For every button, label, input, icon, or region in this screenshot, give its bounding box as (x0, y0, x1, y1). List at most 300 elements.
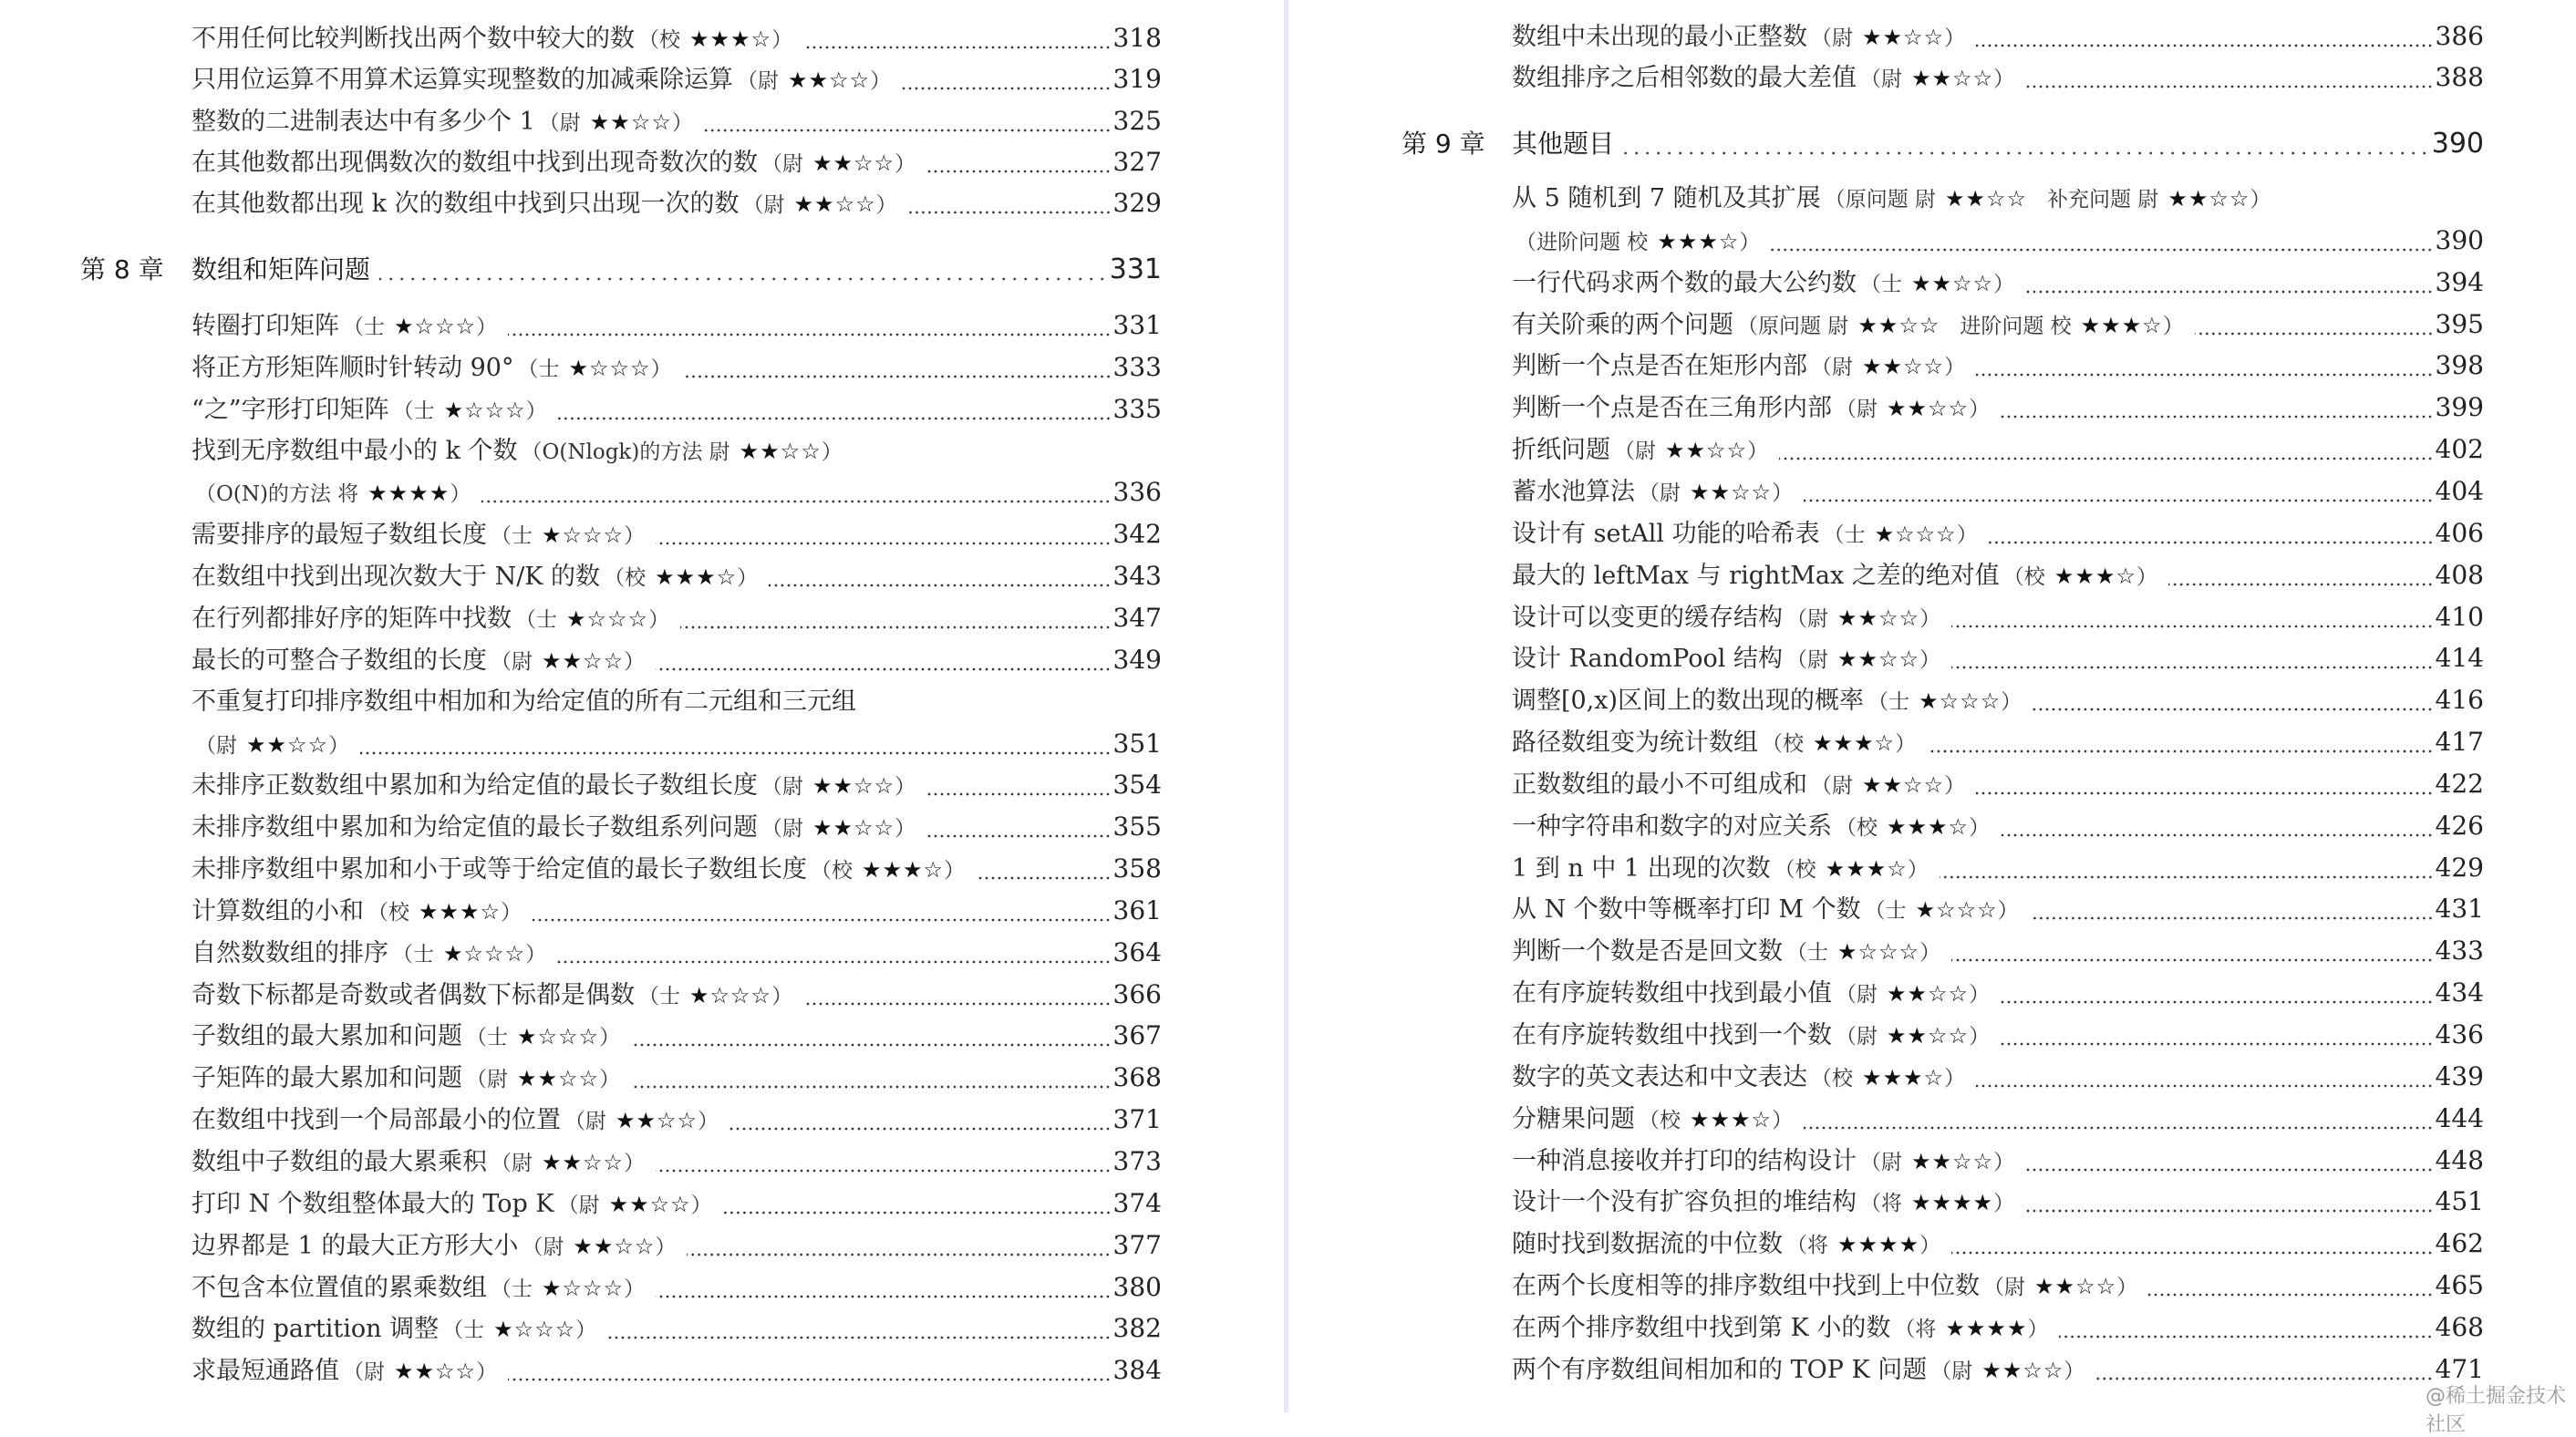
toc-entry[interactable] (191, 893, 1162, 929)
toc-entry[interactable] (1512, 766, 2484, 802)
toc-page-left (0, 0, 1284, 1412)
entry-title: 两个有序数组间相加和的 TOP K 问题 (1512, 1355, 1928, 1384)
page-number: 386 (2435, 21, 2484, 51)
difficulty-rating: （尉 ★★☆☆） (1836, 396, 1991, 422)
difficulty-grade: 校 (1783, 732, 1804, 757)
star-icons: ★☆☆☆ (566, 605, 649, 632)
dot-leader (631, 1043, 1111, 1047)
entry-title: 不用任何比较判断找出两个数中较大的数 (191, 25, 635, 53)
star-icons: ★★★☆ (1862, 1064, 1945, 1091)
difficulty-grade: 尉 (512, 1152, 533, 1175)
toc-entry[interactable] (191, 977, 1162, 1013)
toc-entry[interactable] (1512, 557, 2484, 594)
dot-leader (1779, 457, 2433, 460)
difficulty-rating: （士 ★★☆☆） (1860, 270, 2015, 296)
difficulty-grade: 尉 (1832, 26, 1853, 50)
difficulty-grade: 士 (413, 942, 434, 967)
dot-leader (1976, 1084, 2433, 1088)
dot-leader (508, 333, 1111, 336)
entry-title: 判断一个数是否是回文数 (1512, 937, 1783, 967)
entry-title: 计算数组的小和 (191, 896, 364, 925)
entry-title: 折纸问题 (1512, 436, 1610, 465)
toc-entry[interactable] (1512, 599, 2484, 636)
difficulty-rating: （进阶问题 校 ★★★☆） (1516, 228, 1761, 254)
dot-leader (2001, 1000, 2433, 1004)
difficulty-grade: 士 (1885, 899, 1907, 924)
star-icons: ★★☆☆ (608, 1191, 691, 1217)
toc-entry[interactable] (191, 103, 1162, 140)
toc-entry[interactable] (1512, 1101, 2484, 1137)
difficulty-grade: 士 (512, 524, 533, 549)
page-number: 319 (1112, 64, 1162, 95)
page-number: 361 (1112, 894, 1162, 925)
difficulty-grade: 原问题 尉 (1758, 314, 1849, 338)
dot-leader (1951, 625, 2433, 628)
toc-entry[interactable] (1512, 1017, 2484, 1053)
difficulty-grade: 士 (463, 1318, 485, 1343)
star-icons: ★★★★ (367, 481, 450, 507)
star-icons: ★★★☆ (1690, 1106, 1773, 1132)
difficulty-rating: （校 ★★★☆） (638, 26, 793, 52)
difficulty-rating: （校 ★★★☆） (1774, 855, 1929, 882)
star-icons: ★★★☆ (1887, 813, 1970, 840)
difficulty-rating: （将 ★★★★） (1894, 1315, 2049, 1341)
toc-entry[interactable] (1512, 1267, 2484, 1304)
chapter-number: 第 8 章 (80, 254, 164, 284)
toc-entry[interactable] (191, 20, 1162, 57)
toc-entry[interactable] (191, 1269, 1162, 1306)
difficulty-rating: （校 ★★★☆） (811, 857, 966, 884)
difficulty-grade: 士 (538, 357, 560, 381)
toc-entry[interactable] (191, 935, 1162, 971)
dot-leader (1951, 958, 2433, 962)
chapter-heading[interactable] (80, 252, 1162, 288)
toc-entry[interactable] (1512, 389, 2484, 426)
toc-entry[interactable] (191, 433, 1162, 470)
dot-leader (1951, 666, 2434, 669)
star-icons: ★★☆☆ (1887, 1023, 1970, 1049)
difficulty-rating: （士 ★☆☆☆） (343, 314, 498, 339)
star-icons: ★★☆☆ (616, 1108, 698, 1134)
entry-title: 在两个排序数组中找到第 K 小的数 (1512, 1313, 1891, 1342)
page-number: 462 (2435, 1228, 2484, 1259)
toc-entry[interactable] (191, 391, 1162, 428)
toc-entry[interactable] (191, 144, 1162, 181)
difficulty-rating: （校 ★★★☆） (1639, 1106, 1794, 1132)
page-number: 355 (1112, 812, 1162, 843)
difficulty-rating: （尉 ★★☆☆） (761, 150, 916, 176)
entry-title: 数字的英文表达和中文表达 (1512, 1062, 1807, 1091)
page-number: 327 (1112, 146, 1162, 177)
toc-entry[interactable] (191, 349, 1162, 386)
dot-leader (607, 1336, 1111, 1339)
difficulty-grade: 尉 (1635, 439, 1656, 464)
difficulty-grade: 尉 (782, 775, 803, 800)
entry-title: 有关阶乘的两个问题 (1512, 310, 1733, 339)
dot-leader (769, 584, 1111, 587)
toc-entry[interactable] (191, 1185, 1162, 1222)
difficulty-rating: （将 ★★★★） (1786, 1232, 1941, 1258)
difficulty-grade: 尉 (1951, 1359, 1973, 1383)
dot-leader (508, 1378, 1111, 1381)
dot-leader (803, 46, 1111, 49)
toc-entry[interactable] (1512, 640, 2484, 677)
dot-leader (656, 1295, 1111, 1298)
difficulty-rating: （尉 ★★☆☆） (1836, 981, 1991, 1008)
dot-leader (1804, 499, 2433, 502)
toc-entry[interactable] (1512, 18, 2484, 55)
page-number: 444 (2435, 1102, 2484, 1133)
difficulty-rating: （尉 ★★☆☆） (1811, 25, 1966, 50)
star-icons: ★★☆☆ (739, 438, 822, 464)
dot-leader (2059, 1335, 2433, 1339)
page-number: 318 (1112, 23, 1162, 53)
star-icons: ★☆☆☆ (443, 940, 526, 967)
entry-title: 在有序旋转数组中找到一个数 (1512, 1021, 1832, 1049)
page-number: 366 (1112, 978, 1162, 1009)
toc-entry[interactable] (1512, 682, 2484, 718)
difficulty-grade: 尉 (782, 151, 803, 176)
toc-entry[interactable] (191, 1352, 1162, 1389)
difficulty-grade: 士 (1881, 272, 1902, 296)
difficulty-rating: （尉 ★★☆☆） (1983, 1274, 2138, 1300)
difficulty-rating: （尉 ★★☆☆） (343, 1359, 498, 1385)
toc-entry[interactable] (191, 1310, 1162, 1347)
difficulty-grade: 尉 (1807, 606, 1828, 631)
entry-title: 正数数组的最小不可组成和 (1512, 770, 1807, 799)
entry-title: 一行代码求两个数的最大公约数 (1512, 268, 1857, 297)
dot-leader (2195, 332, 2434, 336)
star-icons: ★☆☆☆ (493, 1317, 576, 1343)
star-icons: ★☆☆☆ (689, 982, 772, 1008)
watermark: @稀土掘金技术社区 (2426, 1385, 2567, 1436)
difficulty-grade: 尉 (1881, 67, 1902, 91)
toc-entry[interactable] (1512, 975, 2484, 1011)
difficulty-grade: 校 (659, 28, 680, 52)
star-icons: ★★☆☆ (394, 1359, 477, 1385)
entry-title: 调整[0,x)区间上的数出现的概率 (1512, 687, 1865, 716)
toc-entry[interactable] (191, 558, 1162, 594)
difficulty-rating: （尉 ★★☆☆） (1786, 605, 1941, 631)
toc-entry[interactable] (191, 1143, 1162, 1180)
entry-title: 数组中子数组的最大累乘积 (191, 1148, 487, 1176)
entry-title: 子矩阵的最大累加和问题 (191, 1064, 462, 1093)
toc-entry[interactable] (191, 851, 1162, 887)
difficulty-rating: （尉 ★★☆☆） (1785, 646, 1941, 673)
difficulty-grade: 尉 (1857, 1025, 1878, 1049)
toc-entry[interactable] (1512, 347, 2484, 384)
page-number: 374 (1112, 1187, 1162, 1218)
entry-title: 数组排序之后相邻数的最大差值 (1512, 64, 1857, 92)
page-number: 377 (1112, 1229, 1162, 1260)
dot-leader (729, 1127, 1111, 1131)
difficulty-grade: 校 (388, 900, 409, 925)
toc-entry[interactable] (191, 809, 1162, 845)
toc-entry[interactable] (191, 1060, 1162, 1096)
page-number: 364 (1112, 936, 1162, 967)
star-icons: ★★★★ (1911, 1190, 1994, 1216)
dot-leader (1976, 791, 2433, 795)
star-icons: ★★★☆ (862, 857, 945, 884)
entry-title: 最长的可整合子数组的长度 (191, 646, 487, 675)
toc-entry[interactable] (1512, 306, 2484, 343)
toc-entry[interactable] (1512, 181, 2484, 217)
page-number: 471 (2435, 1353, 2484, 1384)
difficulty-rating: （原问题 尉 ★★☆☆ 补充问题 尉 ★★☆☆） (1824, 186, 2271, 212)
entry-title: 奇数下标都是奇数或者偶数下标都是偶数 (191, 980, 635, 1009)
difficulty-grade: 尉 (1857, 398, 1878, 422)
page-number: 431 (2435, 894, 2484, 925)
difficulty-rating: （士 ★☆☆☆） (491, 1275, 646, 1301)
toc-entry[interactable] (1512, 808, 2484, 844)
difficulty-grade: 士 (536, 607, 557, 632)
star-icons: ★★★★ (1837, 1232, 1920, 1258)
dot-leader (1804, 1126, 2433, 1130)
entry-title: 一种消息接收并打印的结构设计 (1512, 1146, 1857, 1175)
page-number: 394 (2435, 266, 2484, 297)
difficulty-grade: 尉 (763, 193, 785, 218)
toc-entry[interactable] (191, 307, 1162, 344)
difficulty-grade: 进阶问题 校 (1960, 314, 2072, 338)
entry-title: 将正方形矩阵顺时针转动 90° (191, 353, 514, 382)
difficulty-rating: （尉 ★★☆☆） (557, 1191, 712, 1217)
dot-leader (379, 277, 1108, 281)
page-number: 390 (2435, 224, 2484, 255)
dot-leader (2001, 833, 2433, 837)
star-icons: ★☆☆☆ (542, 522, 625, 549)
star-icons: ★★☆☆ (1836, 646, 1920, 673)
toc-entry[interactable] (1512, 1059, 2484, 1095)
difficulty-grade: 士 (512, 1277, 533, 1301)
page-number: 329 (1112, 188, 1162, 219)
toc-entry[interactable] (191, 1227, 1162, 1264)
toc-entry[interactable] (1512, 1309, 2484, 1346)
toc-entry[interactable] (1512, 1351, 2484, 1388)
dot-leader (2148, 1293, 2433, 1297)
entry-title: 找到无序数组中最小的 k 个数 (191, 436, 518, 465)
difficulty-grade: 尉 (1660, 481, 1681, 505)
difficulty-grade: 尉 (216, 733, 237, 758)
star-icons: ★★☆☆ (1911, 1148, 1994, 1174)
dot-leader (2025, 1209, 2433, 1213)
entry-title: 蓄水池算法 (1512, 477, 1635, 506)
toc-entry[interactable] (191, 1101, 1162, 1138)
dot-leader (687, 1253, 1111, 1256)
page-number: 402 (2435, 434, 2484, 465)
difficulty-rating: （士 ★☆☆☆） (442, 1317, 597, 1343)
entry-title: 在数组中找到一个局部最小的位置 (191, 1106, 561, 1135)
page-number: 367 (1112, 1020, 1162, 1051)
toc-entry[interactable] (191, 61, 1162, 98)
difficulty-grade: 士 (1888, 690, 1910, 715)
difficulty-grade: 尉 (782, 817, 803, 842)
chapter-title: 其他题目 (1512, 129, 1615, 159)
difficulty-rating: （士 ★☆☆☆） (392, 940, 547, 967)
difficulty-rating: （尉 ★★☆☆） (1639, 479, 1794, 505)
toc-entry[interactable] (1512, 473, 2484, 510)
page-number: 395 (2435, 308, 2484, 339)
difficulty-rating: （尉 ★★☆☆） (742, 191, 897, 218)
star-icons: ★★☆☆ (573, 1233, 656, 1259)
toc-entry[interactable] (1512, 1184, 2484, 1220)
difficulty-rating: （O(Nlogk)的方法 尉 ★★☆☆） (521, 438, 843, 464)
difficulty-grade: 尉 (364, 1360, 385, 1385)
toc-entry[interactable] (191, 1018, 1162, 1054)
difficulty-rating: （原问题 尉 ★★☆☆ 进阶问题 校 ★★★☆） (1737, 312, 2184, 338)
toc-entry[interactable] (1512, 59, 2484, 96)
entry-title: 设计 RandomPool 结构 (1512, 645, 1783, 674)
difficulty-grade: 士 (413, 398, 435, 423)
toc-entry[interactable] (1512, 431, 2484, 468)
difficulty-rating: （尉 ★★☆☆） (195, 731, 350, 758)
difficulty-grade: 尉 (1806, 648, 1828, 673)
difficulty-rating: （尉 ★★☆☆） (737, 67, 892, 94)
dot-leader (976, 876, 1111, 880)
entry-title: 打印 N 个数组整体最大的 Top K (191, 1189, 554, 1218)
toc-entry[interactable] (1512, 933, 2484, 969)
difficulty-rating: （校 ★★★☆） (1762, 730, 1917, 757)
page-number: 347 (1112, 602, 1162, 633)
difficulty-rating: （士 ★☆☆☆） (1823, 521, 1978, 547)
entry-title: 在两个长度相等的排序数组中找到上中位数 (1512, 1272, 1980, 1301)
star-icons: ★★☆☆ (1690, 479, 1773, 505)
page-number: 468 (2435, 1311, 2484, 1342)
difficulty-rating: （尉 ★★☆☆） (1860, 66, 2015, 91)
toc-entry[interactable] (191, 474, 1162, 511)
entry-title: 数组中未出现的最小正整数 (1512, 23, 1807, 51)
chapter-title: 数组和矩阵问题 (191, 254, 371, 284)
star-icons: ★★★☆ (655, 564, 738, 591)
page-number: 417 (2435, 727, 2484, 758)
entry-title: 转圈打印矩阵 (191, 312, 339, 340)
difficulty-grade: 校 (1795, 857, 1816, 882)
star-icons: ★★☆☆ (812, 773, 895, 800)
toc-entry[interactable] (191, 185, 1162, 222)
toc-entry[interactable] (1512, 1225, 2484, 1262)
star-icons: ★★☆☆ (1857, 312, 1940, 338)
difficulty-rating: （校 ★★★☆） (1836, 813, 1991, 840)
star-icons: ★★☆☆ (1837, 605, 1920, 631)
toc-entry[interactable] (191, 642, 1162, 678)
entry-title: 不重复打印排序数组中相加和为给定值的所有二元组和三元组 (191, 687, 856, 716)
toc-entry[interactable] (1512, 891, 2484, 927)
entry-title: 整数的二进制表达中有多少个 1 (191, 107, 535, 136)
star-icons: ★★☆☆ (1981, 1357, 2064, 1383)
star-icons: ★☆☆☆ (542, 1275, 625, 1301)
dot-leader (926, 170, 1111, 173)
difficulty-grade: 尉 (559, 110, 581, 135)
entry-title: 路径数组变为统计数组 (1512, 729, 1758, 758)
difficulty-grade: 校 (1660, 1108, 1681, 1132)
dot-leader (1951, 1251, 2433, 1255)
difficulty-grade: 士 (659, 984, 680, 1008)
toc-entry[interactable] (191, 726, 1162, 762)
star-icons: ★★★☆ (2054, 563, 2136, 589)
dot-leader (557, 960, 1111, 964)
page-number: 422 (2435, 768, 2484, 799)
difficulty-grade: O(Nlogk)的方法 尉 (542, 439, 730, 464)
difficulty-rating: （尉 ★★☆☆） (1860, 1148, 2015, 1174)
toc-entry[interactable] (1512, 222, 2484, 259)
toc-entry[interactable] (191, 684, 1162, 720)
dot-leader (2025, 290, 2433, 294)
difficulty-grade: 校 (2023, 564, 2045, 589)
difficulty-rating: （尉 ★★☆☆） (761, 773, 916, 800)
toc-entry[interactable] (1512, 850, 2484, 886)
dot-leader (360, 751, 1111, 755)
dot-leader (704, 129, 1112, 132)
page-number: 335 (1112, 393, 1162, 424)
difficulty-grade: 士 (487, 1026, 508, 1050)
star-icons: ★★☆☆ (1887, 396, 1970, 422)
difficulty-grade: 将 (1807, 1234, 1828, 1258)
star-icons: ★★☆☆ (1911, 270, 1994, 296)
star-icons: ★★☆☆ (1665, 438, 1748, 464)
difficulty-grade: 尉 (578, 1193, 600, 1217)
page-number: 373 (1112, 1146, 1162, 1176)
page-number: 371 (1112, 1104, 1162, 1135)
difficulty-rating: （尉 ★★☆☆） (1614, 438, 1769, 464)
difficulty-rating: （尉 ★★☆☆） (1836, 1023, 1991, 1049)
dot-leader (926, 834, 1111, 838)
difficulty-grade: 尉 (487, 1068, 508, 1092)
dot-leader (1940, 875, 2434, 879)
page-number: 325 (1112, 105, 1162, 136)
dot-leader (803, 1002, 1111, 1006)
chapter-heading[interactable] (1402, 126, 2484, 162)
page-number: 436 (2435, 1019, 2484, 1049)
page-number: 333 (1112, 351, 1162, 382)
star-icons: ★★☆☆ (542, 1150, 625, 1175)
star-icons: ★★☆☆ (589, 109, 672, 135)
difficulty-grade: 尉 (512, 649, 533, 674)
difficulty-grade: 士 (364, 315, 385, 339)
difficulty-grade: 尉 (2004, 1276, 2025, 1300)
difficulty-rating: （尉 ★★☆☆） (466, 1066, 621, 1092)
page-number: 349 (1112, 644, 1162, 675)
entry-title: 不包含本位置值的累乘数组 (191, 1273, 487, 1302)
star-icons: ★★★☆ (689, 26, 772, 52)
star-icons: ★★★☆ (419, 898, 502, 925)
toc-entry[interactable] (1512, 515, 2484, 552)
dot-leader (2001, 1042, 2433, 1046)
star-icons: ★★☆☆ (246, 731, 329, 758)
page-number: 429 (2435, 852, 2484, 883)
star-icons: ★★☆☆ (1911, 66, 1994, 91)
dot-leader (2095, 1377, 2433, 1380)
toc-entry[interactable] (1512, 724, 2484, 760)
star-icons: ★★☆☆ (517, 1066, 600, 1092)
toc-entry[interactable] (191, 516, 1162, 553)
toc-entry[interactable] (1512, 1142, 2484, 1179)
entry-title: 1 到 n 中 1 出现的次数 (1512, 853, 1771, 883)
difficulty-rating: （校 ★★★☆） (604, 564, 759, 591)
toc-entry[interactable] (191, 600, 1162, 636)
difficulty-rating: （校 ★★★☆） (2002, 563, 2157, 589)
page-number: 406 (2435, 517, 2484, 548)
entry-title: 需要排序的最短子数组长度 (191, 521, 487, 550)
star-icons: ★☆☆☆ (517, 1024, 600, 1050)
entry-title: 未排序正数数组中累加和为给定值的最长子数组长度 (191, 771, 758, 801)
dot-leader (2030, 916, 2434, 920)
entry-title: 边界都是 1 的最大正方形大小 (191, 1231, 519, 1260)
difficulty-rating: （校 ★★★☆） (367, 898, 522, 925)
difficulty-rating: （士 ★☆☆☆） (517, 355, 672, 381)
star-icons: ★☆☆☆ (1915, 897, 1998, 924)
entry-title: 数组的 partition 调整 (191, 1315, 440, 1344)
toc-entry[interactable] (1512, 264, 2484, 301)
toc-entry[interactable] (191, 767, 1162, 803)
